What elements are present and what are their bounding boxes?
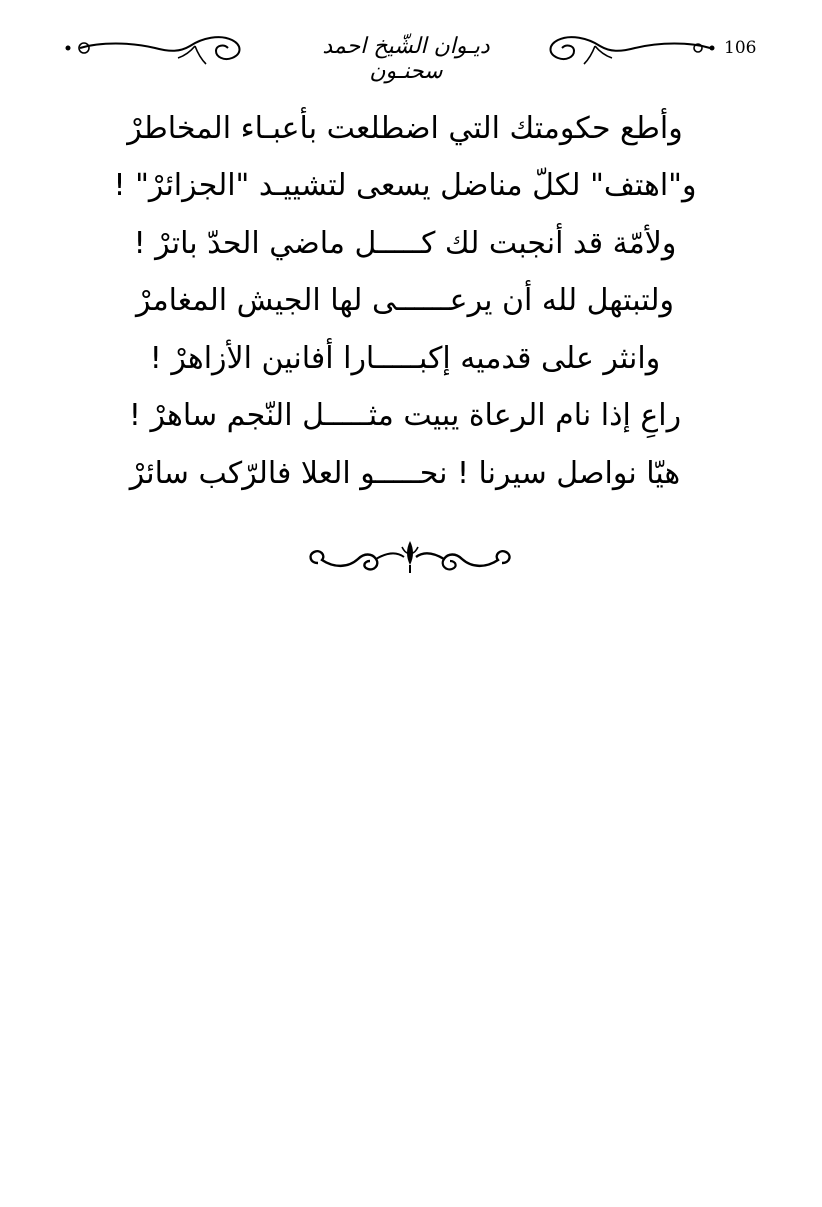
verse-line: هيّا نواصل سيرنا ! نحـــــو العلا فالرّكب سائرْ bbox=[129, 455, 681, 491]
verse-line: وانثر على قدميه إكبـــــارا أفانين الأزاهرْ ! bbox=[149, 340, 661, 376]
header-flourish-left-icon bbox=[60, 18, 250, 78]
verse-line: راعِ إذا نام الرعاة يبيت مثـــــل النّجم ساهرْ ! bbox=[128, 398, 682, 434]
verse-line: وأطع حكومتك التي اضطلعت بأعبـاء المخاطرْ bbox=[127, 110, 683, 146]
page-header bbox=[0, 18, 822, 84]
verse-line: ولتبتهل لله أن يرعــــــى لها الجيش المغامرْ bbox=[136, 283, 674, 319]
verse-line: ولأمّة قد أنجبت لك كـــــل ماضي الحدّ باترْ ! bbox=[133, 225, 677, 261]
end-flourish-icon bbox=[300, 535, 520, 585]
verse-line: و"اهتف" لكلّ مناضل يسعى لتشييـد "الجزائرْ" ! bbox=[113, 168, 697, 204]
poem-body bbox=[113, 100, 697, 503]
page-number: 106 bbox=[724, 38, 757, 58]
running-header-title: ديـوان الشّيخ احمد سحنـون bbox=[322, 34, 490, 84]
header-flourish-right-icon bbox=[540, 18, 720, 78]
